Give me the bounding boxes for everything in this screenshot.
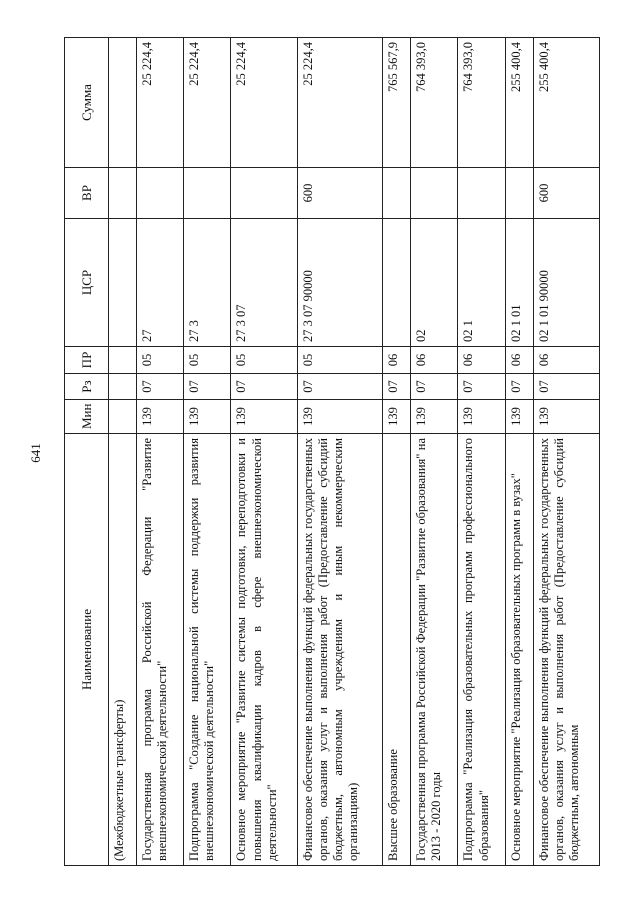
header-sum: Сумма [65,38,109,168]
row-sum: 764 393,0 [458,38,505,168]
table-row [458,38,505,866]
budget-table [64,37,600,866]
row-pr: 06 [505,347,533,374]
table-row [109,38,137,866]
row-min [109,400,137,434]
row-min: 139 [505,400,533,434]
row-vr: 600 [533,168,599,219]
row-sum: 25 224,4 [136,38,183,168]
row-pr: 05 [297,347,383,374]
row-name: Финансовое обеспечение выполнения функций федеральных государственных органов, оказания услуг и выполнения работ (Предоставление субсидий бюджетным, автономным учреждениям и иным некоммерческим организациям) [297,434,383,866]
row-name: Основное мероприятие "Реализация образовательных программ в вузах" [505,434,533,866]
header-pr: ПР [65,347,109,374]
row-csr: 27 3 07 [231,219,297,347]
rotated-table-wrapper [64,38,600,866]
row-sum: 25 224,4 [297,38,383,168]
row-min: 139 [383,400,411,434]
row-vr [136,168,183,219]
header-vr: ВР [65,168,109,219]
row-pr: 06 [383,347,411,374]
row-pr: 05 [136,347,183,374]
row-csr: 02 [411,219,458,347]
row-pr [109,347,137,374]
table-header-row [65,38,109,866]
row-rz: 07 [184,374,231,400]
row-rz: 07 [505,374,533,400]
row-name: Финансовое обеспечение выполнения функций федеральных государственных органов, оказания услуг и выполнения работ (Предоставление субсидий бюджетным, автономным [533,434,599,866]
row-sum: 765 567,9 [383,38,411,168]
row-rz: 07 [533,374,599,400]
row-min: 139 [458,400,505,434]
row-sum: 25 224,4 [231,38,297,168]
row-rz: 07 [136,374,183,400]
row-vr [458,168,505,219]
header-min: Мин [65,400,109,434]
row-csr [383,219,411,347]
row-pr: 06 [458,347,505,374]
row-name: Подпрограмма "Создание национальной системы поддержки развития внешнеэкономической деятельности" [184,434,231,866]
table-row [231,38,297,866]
row-rz: 07 [383,374,411,400]
row-rz: 07 [411,374,458,400]
header-rz: Рз [65,374,109,400]
table-row [411,38,458,866]
row-min: 139 [231,400,297,434]
row-sum: 25 224,4 [184,38,231,168]
row-vr [411,168,458,219]
row-csr: 02 1 [458,219,505,347]
header-name: Наименование [65,434,109,866]
page-number: 641 [28,443,43,463]
row-csr: 27 3 07 90000 [297,219,383,347]
row-name: Государственная программа Российской Федерации "Развитие внешнеэкономической деятельности" [136,434,183,866]
row-pr: 05 [231,347,297,374]
row-min: 139 [533,400,599,434]
row-vr: 600 [297,168,383,219]
table-row [297,38,383,866]
row-sum [109,38,137,168]
row-csr: 02 1 01 90000 [533,219,599,347]
row-vr [231,168,297,219]
row-sum: 764 393,0 [411,38,458,168]
row-name: (Межбюджетные трансферты) [109,434,137,866]
row-csr: 27 [136,219,183,347]
row-rz: 07 [231,374,297,400]
row-rz: 07 [458,374,505,400]
row-name: Государственная программа Российской Федерации "Развитие образования" на 2013 - 2020 годы [411,434,458,866]
row-rz: 07 [297,374,383,400]
row-vr [109,168,137,219]
row-min: 139 [297,400,383,434]
row-pr: 06 [411,347,458,374]
row-vr [184,168,231,219]
row-rz [109,374,137,400]
row-min: 139 [411,400,458,434]
header-csr: ЦСР [65,219,109,347]
row-vr [505,168,533,219]
row-name: Основное мероприятие "Развитие системы подготовки, переподготовки и повышения квалификации кадров в сфере внешнеэкономической деятельности" [231,434,297,866]
row-csr [109,219,137,347]
row-name: Подпрограмма "Реализация образовательных программ профессионального образования" [458,434,505,866]
table-row [533,38,599,866]
row-min: 139 [184,400,231,434]
row-vr [383,168,411,219]
table-row [136,38,183,866]
table-row [505,38,533,866]
row-csr: 27 3 [184,219,231,347]
row-min: 139 [136,400,183,434]
table-row [184,38,231,866]
row-sum: 255 400,4 [533,38,599,168]
row-pr: 06 [533,347,599,374]
table-row [383,38,411,866]
row-name: Высшее образование [383,434,411,866]
row-sum: 255 400,4 [505,38,533,168]
row-pr: 05 [184,347,231,374]
row-csr: 02 1 01 [505,219,533,347]
